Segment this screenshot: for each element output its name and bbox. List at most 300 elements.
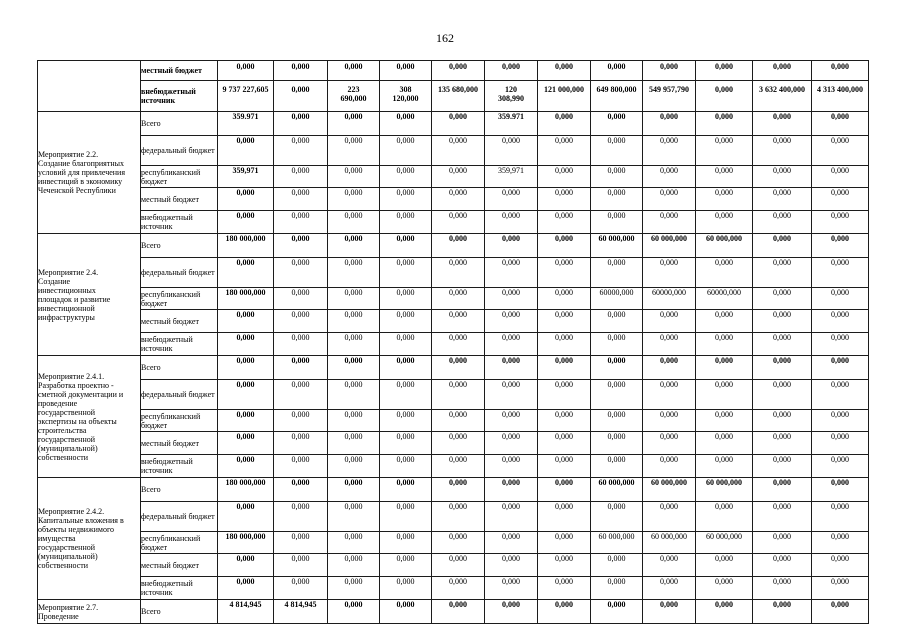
value-cell: 0,000 <box>380 112 432 136</box>
value-cell: 0,000 <box>538 410 591 432</box>
value-cell: 0,000 <box>753 61 812 81</box>
value-cell: 0,000 <box>538 577 591 600</box>
value-cell: 0,000 <box>696 136 753 166</box>
value-cell: 0,000 <box>432 577 485 600</box>
value-cell: 0,000 <box>274 502 328 532</box>
value-cell: 3 632 400,000 <box>753 81 812 112</box>
value-cell: 0,000 <box>591 380 643 410</box>
value-cell: 0,000 <box>485 211 538 234</box>
value-cell: 4 814,945 <box>218 600 274 624</box>
value-cell: 0,000 <box>328 455 380 478</box>
value-cell: 0,000 <box>538 502 591 532</box>
value-cell: 0,000 <box>274 211 328 234</box>
value-cell: 0,000 <box>485 554 538 577</box>
value-cell: 60 000,000 <box>591 478 643 502</box>
value-cell: 0,000 <box>538 600 591 624</box>
value-cell: 0,000 <box>380 432 432 455</box>
value-cell: 0,000 <box>812 258 869 288</box>
value-cell: 0,000 <box>812 61 869 81</box>
source-label: внебюджетный источник <box>141 81 218 112</box>
value-cell <box>485 81 538 112</box>
value-cell: 0,000 <box>812 554 869 577</box>
value-cell: 0,000 <box>328 577 380 600</box>
value-cell: 0,000 <box>380 554 432 577</box>
value-cell: 0,000 <box>591 112 643 136</box>
value-cell: 0,000 <box>538 432 591 455</box>
measure-name: Мероприятие 2.4. Создание инвестиционных площадок и развитие инвестиционной инфраструктуры <box>38 234 141 356</box>
value-cell: 0,000 <box>696 577 753 600</box>
value-cell: 0,000 <box>274 166 328 188</box>
value-cell: 0,000 <box>753 478 812 502</box>
value-cell: 0,000 <box>274 234 328 258</box>
value-text: 223 690,000 <box>340 85 367 103</box>
value-cell: 0,000 <box>432 61 485 81</box>
value-cell: 0,000 <box>432 136 485 166</box>
value-cell: 0,000 <box>753 356 812 380</box>
value-cell: 0,000 <box>218 554 274 577</box>
value-cell: 0,000 <box>591 310 643 333</box>
table-row <box>38 166 869 188</box>
value-cell: 0,000 <box>380 61 432 81</box>
value-cell: 0,000 <box>591 600 643 624</box>
table-row <box>38 81 869 112</box>
source-label: федеральный бюджет <box>141 258 218 288</box>
value-cell: 0,000 <box>753 577 812 600</box>
value-cell: 0,000 <box>696 554 753 577</box>
value-cell: 0,000 <box>485 455 538 478</box>
value-cell: 0,000 <box>753 310 812 333</box>
value-cell: 0,000 <box>643 166 696 188</box>
value-cell: 0,000 <box>812 211 869 234</box>
value-cell: 9 737 227,605 <box>218 81 274 112</box>
value-cell: 0,000 <box>274 577 328 600</box>
value-cell: 0,000 <box>643 577 696 600</box>
source-label: местный бюджет <box>141 188 218 211</box>
value-cell: 0,000 <box>643 188 696 211</box>
value-cell: 0,000 <box>328 333 380 356</box>
value-cell: 180 000,000 <box>218 288 274 310</box>
value-cell: 60 000,000 <box>696 234 753 258</box>
value-cell: 0,000 <box>432 532 485 554</box>
value-cell: 0,000 <box>812 478 869 502</box>
value-cell: 0,000 <box>218 188 274 211</box>
value-cell: 0,000 <box>812 333 869 356</box>
value-cell: 60000,000 <box>591 288 643 310</box>
table-row <box>38 61 869 81</box>
value-cell: 0,000 <box>380 136 432 166</box>
value-cell: 0,000 <box>432 432 485 455</box>
value-cell: 0,000 <box>218 258 274 288</box>
value-cell: 60 000,000 <box>643 234 696 258</box>
value-cell: 0,000 <box>485 380 538 410</box>
value-cell: 0,000 <box>812 234 869 258</box>
table-row <box>38 532 869 554</box>
value-cell: 0,000 <box>696 258 753 288</box>
source-label: местный бюджет <box>141 310 218 333</box>
value-cell: 0,000 <box>591 333 643 356</box>
value-cell: 0,000 <box>696 166 753 188</box>
table-body <box>38 61 869 624</box>
table-row <box>38 478 869 502</box>
value-cell: 0,000 <box>643 356 696 380</box>
value-cell: 0,000 <box>538 478 591 502</box>
value-cell: 649 800,000 <box>591 81 643 112</box>
source-label: федеральный бюджет <box>141 136 218 166</box>
value-cell: 0,000 <box>643 600 696 624</box>
value-cell: 0,000 <box>274 136 328 166</box>
value-cell: 0,000 <box>753 432 812 455</box>
value-cell: 60 000,000 <box>643 478 696 502</box>
value-cell: 0,000 <box>274 333 328 356</box>
source-label: Всего <box>141 356 218 380</box>
value-cell: 0,000 <box>643 211 696 234</box>
value-cell: 0,000 <box>432 112 485 136</box>
value-cell: 0,000 <box>591 554 643 577</box>
value-cell: 0,000 <box>380 258 432 288</box>
value-cell: 0,000 <box>538 554 591 577</box>
value-cell: 0,000 <box>538 333 591 356</box>
value-cell: 0,000 <box>696 310 753 333</box>
value-cell: 0,000 <box>328 258 380 288</box>
table-row <box>38 455 869 478</box>
value-cell: 0,000 <box>696 502 753 532</box>
value-cell: 0,000 <box>432 211 485 234</box>
value-cell: 0,000 <box>218 380 274 410</box>
value-cell: 0,000 <box>538 188 591 211</box>
value-cell: 0,000 <box>812 188 869 211</box>
value-cell: 0,000 <box>643 410 696 432</box>
page-number: 162 <box>436 31 454 45</box>
value-cell: 0,000 <box>538 455 591 478</box>
measure-name: Мероприятие 2.7. Проведение <box>38 600 141 624</box>
value-cell: 0,000 <box>538 61 591 81</box>
value-cell: 0,000 <box>328 432 380 455</box>
value-cell: 0,000 <box>591 455 643 478</box>
value-cell: 0,000 <box>753 600 812 624</box>
value-cell: 0,000 <box>696 81 753 112</box>
value-cell: 0,000 <box>328 532 380 554</box>
value-cell: 0,000 <box>696 211 753 234</box>
table-row <box>38 502 869 532</box>
value-cell: 0,000 <box>812 310 869 333</box>
value-cell: 0,000 <box>591 502 643 532</box>
table-row <box>38 136 869 166</box>
value-cell: 0,000 <box>696 61 753 81</box>
value-cell: 0,000 <box>696 333 753 356</box>
value-cell: 0,000 <box>218 432 274 455</box>
value-cell: 0,000 <box>643 258 696 288</box>
value-cell: 0,000 <box>432 478 485 502</box>
value-cell: 0,000 <box>274 112 328 136</box>
value-cell: 0,000 <box>328 356 380 380</box>
value-cell: 0,000 <box>328 554 380 577</box>
value-cell <box>380 81 432 112</box>
value-cell: 0,000 <box>812 455 869 478</box>
value-cell: 0,000 <box>812 356 869 380</box>
value-cell: 0,000 <box>218 136 274 166</box>
value-cell: 0,000 <box>591 577 643 600</box>
value-cell: 0,000 <box>538 356 591 380</box>
value-cell: 0,000 <box>432 258 485 288</box>
value-text: 120 308,990 <box>498 85 524 103</box>
value-cell: 0,000 <box>328 310 380 333</box>
value-cell: 0,000 <box>643 455 696 478</box>
value-cell: 0,000 <box>643 380 696 410</box>
source-label: республиканский бюджет <box>141 166 218 188</box>
value-cell: 0,000 <box>328 136 380 166</box>
value-cell: 0,000 <box>328 234 380 258</box>
value-cell: 0,000 <box>432 310 485 333</box>
table-row <box>38 410 869 432</box>
measure-name: Мероприятие 2.2. Создание благоприятных условий для привлечения инвестиций в экономику Чеченской Республики <box>38 112 141 234</box>
value-cell: 0,000 <box>218 356 274 380</box>
value-cell: 0,000 <box>328 502 380 532</box>
value-cell: 0,000 <box>591 258 643 288</box>
value-cell: 0,000 <box>753 554 812 577</box>
value-cell: 0,000 <box>380 288 432 310</box>
value-cell: 0,000 <box>812 166 869 188</box>
value-cell: 0,000 <box>538 112 591 136</box>
value-cell: 0,000 <box>753 136 812 166</box>
value-cell: 0,000 <box>218 333 274 356</box>
value-cell: 0,000 <box>485 310 538 333</box>
source-label: Всего <box>141 600 218 624</box>
value-cell: 0,000 <box>591 136 643 166</box>
value-cell: 0,000 <box>485 333 538 356</box>
value-cell: 0,000 <box>753 288 812 310</box>
value-cell: 0,000 <box>538 288 591 310</box>
value-cell: 0,000 <box>643 554 696 577</box>
value-cell: 0,000 <box>328 188 380 211</box>
value-cell: 0,000 <box>380 188 432 211</box>
value-cell: 60000,000 <box>643 288 696 310</box>
value-cell: 0,000 <box>380 410 432 432</box>
value-cell: 0,000 <box>274 81 328 112</box>
source-label: федеральный бюджет <box>141 502 218 532</box>
value-cell: 0,000 <box>328 410 380 432</box>
value-cell: 359.971 <box>485 112 538 136</box>
value-cell: 0,000 <box>432 288 485 310</box>
table-row <box>38 432 869 455</box>
value-cell: 0,000 <box>812 380 869 410</box>
value-cell: 0,000 <box>380 356 432 380</box>
value-cell: 0,000 <box>538 532 591 554</box>
value-cell: 180 000,000 <box>218 478 274 502</box>
value-cell: 0,000 <box>485 258 538 288</box>
value-cell: 0,000 <box>328 112 380 136</box>
value-cell: 0,000 <box>643 112 696 136</box>
value-cell: 0,000 <box>538 166 591 188</box>
value-cell: 0,000 <box>591 410 643 432</box>
value-cell: 0,000 <box>218 410 274 432</box>
value-cell: 0,000 <box>538 380 591 410</box>
table-row <box>38 310 869 333</box>
value-cell: 0,000 <box>696 356 753 380</box>
value-cell: 0,000 <box>812 577 869 600</box>
value-cell: 0,000 <box>753 211 812 234</box>
value-cell: 0,000 <box>485 356 538 380</box>
value-cell: 0,000 <box>696 432 753 455</box>
value-cell: 0,000 <box>218 310 274 333</box>
value-cell: 0,000 <box>812 432 869 455</box>
source-label: внебюджетный источник <box>141 577 218 600</box>
value-cell: 359,971 <box>485 166 538 188</box>
source-label: республиканский бюджет <box>141 288 218 310</box>
value-cell: 0,000 <box>274 61 328 81</box>
value-cell: 0,000 <box>218 502 274 532</box>
value-cell: 0,000 <box>485 600 538 624</box>
value-cell: 0,000 <box>812 410 869 432</box>
source-label: республиканский бюджет <box>141 410 218 432</box>
value-cell: 0,000 <box>432 188 485 211</box>
value-cell: 0,000 <box>485 502 538 532</box>
value-cell: 0,000 <box>812 288 869 310</box>
value-cell: 60 000,000 <box>696 532 753 554</box>
value-cell: 60 000,000 <box>696 478 753 502</box>
value-cell: 0,000 <box>538 211 591 234</box>
value-cell: 0,000 <box>274 554 328 577</box>
source-label: местный бюджет <box>141 432 218 455</box>
value-cell: 0,000 <box>432 166 485 188</box>
value-cell: 0,000 <box>696 600 753 624</box>
value-cell: 0,000 <box>696 112 753 136</box>
source-label: Всего <box>141 112 218 136</box>
value-cell: 0,000 <box>591 211 643 234</box>
value-cell: 0,000 <box>380 532 432 554</box>
value-cell: 0,000 <box>812 112 869 136</box>
value-cell: 0,000 <box>432 234 485 258</box>
value-cell: 60 000,000 <box>591 532 643 554</box>
value-cell: 0,000 <box>591 188 643 211</box>
value-cell: 0,000 <box>432 600 485 624</box>
value-cell: 121 000,000 <box>538 81 591 112</box>
value-cell: 549 957,790 <box>643 81 696 112</box>
value-cell: 0,000 <box>591 61 643 81</box>
value-cell: 0,000 <box>218 577 274 600</box>
value-cell: 359.971 <box>218 112 274 136</box>
table-row <box>38 600 869 624</box>
table-row <box>38 288 869 310</box>
value-cell: 0,000 <box>753 333 812 356</box>
value-cell: 0,000 <box>696 455 753 478</box>
value-cell: 180 000,000 <box>218 234 274 258</box>
source-label: местный бюджет <box>141 554 218 577</box>
value-cell: 0,000 <box>643 432 696 455</box>
table-row <box>38 188 869 211</box>
table-row <box>38 554 869 577</box>
value-cell: 60 000,000 <box>643 532 696 554</box>
value-cell: 0,000 <box>485 432 538 455</box>
value-cell: 0,000 <box>380 211 432 234</box>
value-cell: 0,000 <box>591 432 643 455</box>
value-cell: 0,000 <box>812 136 869 166</box>
value-cell: 0,000 <box>380 600 432 624</box>
value-cell: 0,000 <box>328 211 380 234</box>
value-cell: 0,000 <box>274 380 328 410</box>
value-cell: 0,000 <box>274 432 328 455</box>
value-cell: 0,000 <box>380 478 432 502</box>
value-cell: 135 680,000 <box>432 81 485 112</box>
value-cell: 60000,000 <box>696 288 753 310</box>
value-cell: 0,000 <box>274 310 328 333</box>
value-cell: 0,000 <box>538 234 591 258</box>
source-label: Всего <box>141 478 218 502</box>
value-cell: 4 814,945 <box>274 600 328 624</box>
value-cell: 0,000 <box>753 258 812 288</box>
value-cell: 0,000 <box>538 310 591 333</box>
value-cell: 0,000 <box>643 136 696 166</box>
value-cell: 0,000 <box>274 258 328 288</box>
value-cell: 0,000 <box>538 136 591 166</box>
value-cell: 0,000 <box>485 61 538 81</box>
value-cell: 0,000 <box>328 288 380 310</box>
value-cell: 0,000 <box>328 380 380 410</box>
value-cell: 0,000 <box>380 502 432 532</box>
value-cell: 0,000 <box>432 502 485 532</box>
source-label: местный бюджет <box>141 61 218 81</box>
measure-name: Мероприятие 2.4.1. Разработка проектно - сметной документации и проведение государственной экспертизы на объекты строительства государственной (муниципальной) собственности <box>38 356 141 478</box>
value-cell: 0,000 <box>753 234 812 258</box>
value-cell: 0,000 <box>753 455 812 478</box>
value-cell: 0,000 <box>812 502 869 532</box>
value-cell: 0,000 <box>274 478 328 502</box>
value-cell: 0,000 <box>753 532 812 554</box>
value-cell: 0,000 <box>485 288 538 310</box>
value-cell: 0,000 <box>485 136 538 166</box>
value-cell: 0,000 <box>643 333 696 356</box>
value-cell: 0,000 <box>696 410 753 432</box>
value-text: 308 120,000 <box>392 85 419 103</box>
value-cell: 0,000 <box>432 554 485 577</box>
value-cell: 0,000 <box>485 532 538 554</box>
value-cell: 0,000 <box>432 356 485 380</box>
value-cell: 0,000 <box>432 455 485 478</box>
value-cell: 0,000 <box>380 234 432 258</box>
value-cell: 0,000 <box>328 166 380 188</box>
source-label: Всего <box>141 234 218 258</box>
value-cell: 0,000 <box>643 502 696 532</box>
value-cell: 0,000 <box>753 188 812 211</box>
value-cell: 0,000 <box>328 600 380 624</box>
value-cell: 180 000,000 <box>218 532 274 554</box>
value-cell: 0,000 <box>643 310 696 333</box>
value-cell: 0,000 <box>812 532 869 554</box>
table-row <box>38 577 869 600</box>
value-cell: 4 313 400,000 <box>812 81 869 112</box>
value-cell: 0,000 <box>696 188 753 211</box>
value-cell <box>328 81 380 112</box>
table-row <box>38 333 869 356</box>
value-cell: 0,000 <box>380 380 432 410</box>
value-cell: 0,000 <box>432 410 485 432</box>
value-cell: 0,000 <box>432 333 485 356</box>
value-cell: 359,971 <box>218 166 274 188</box>
value-cell: 0,000 <box>753 112 812 136</box>
value-cell: 0,000 <box>328 478 380 502</box>
value-cell: 0,000 <box>218 61 274 81</box>
value-cell: 0,000 <box>380 333 432 356</box>
source-label: внебюджетный источник <box>141 211 218 234</box>
value-cell: 0,000 <box>380 577 432 600</box>
value-cell: 0,000 <box>753 380 812 410</box>
value-cell: 0,000 <box>538 258 591 288</box>
value-cell: 0,000 <box>380 455 432 478</box>
value-cell: 0,000 <box>812 600 869 624</box>
measure-name-cell <box>38 61 141 112</box>
source-label: республиканский бюджет <box>141 532 218 554</box>
value-cell: 60 000,000 <box>591 234 643 258</box>
value-cell: 0,000 <box>485 410 538 432</box>
